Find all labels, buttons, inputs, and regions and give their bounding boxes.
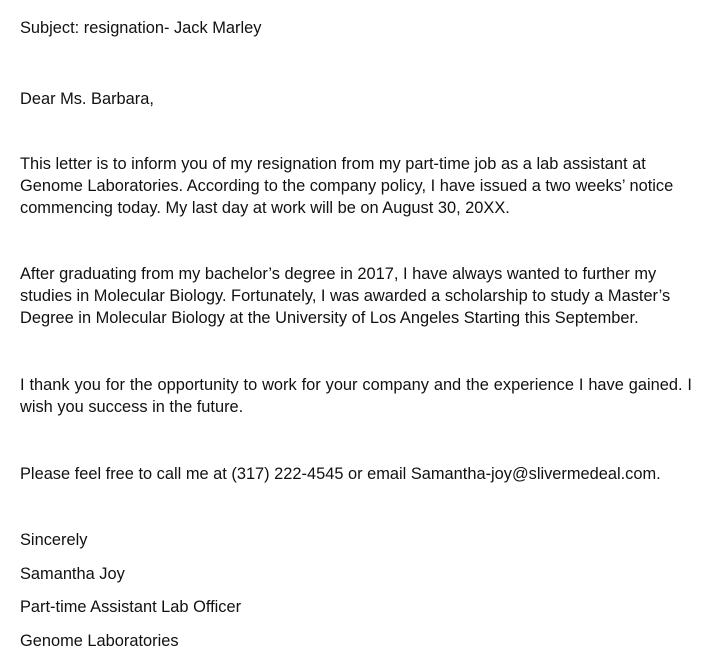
paragraph-reason: After graduating from my bachelor’s degree in 2017, I have always wanted to further my studies in Molecular Biology. Fortunately, I was awarded a scholarship to study a Master’s Degree in Molecular Biology at the University of Los Angeles Starting this September. — [20, 265, 671, 327]
signature-title: Part-time Assistant Lab Officer — [20, 598, 242, 616]
salutation: Dear Ms. Barbara, — [20, 90, 154, 108]
signature-company: Genome Laboratories — [20, 632, 179, 650]
paragraph-thanks: I thank you for the opportunity to work for your company and the experience I have gained. I wish you success in the future. — [20, 376, 692, 416]
subject-line: Subject: resignation- Jack Marley — [20, 19, 262, 37]
letter-page — [20, 17, 692, 650]
paragraph-resignation-notice: This letter is to inform you of my resignation from my part-time job as a lab assistant at Genome Laboratories. According to the company policy, I have issued a two weeks’ notice commencing today. My last day at work will be on August 30, 20XX. — [20, 155, 674, 217]
signature-name: Samantha Joy — [20, 565, 125, 583]
paragraph-contact: Please feel free to call me at (317) 222-4545 or email Samantha-joy@slivermedeal.com. — [20, 465, 661, 483]
closing: Sincerely — [20, 531, 88, 549]
